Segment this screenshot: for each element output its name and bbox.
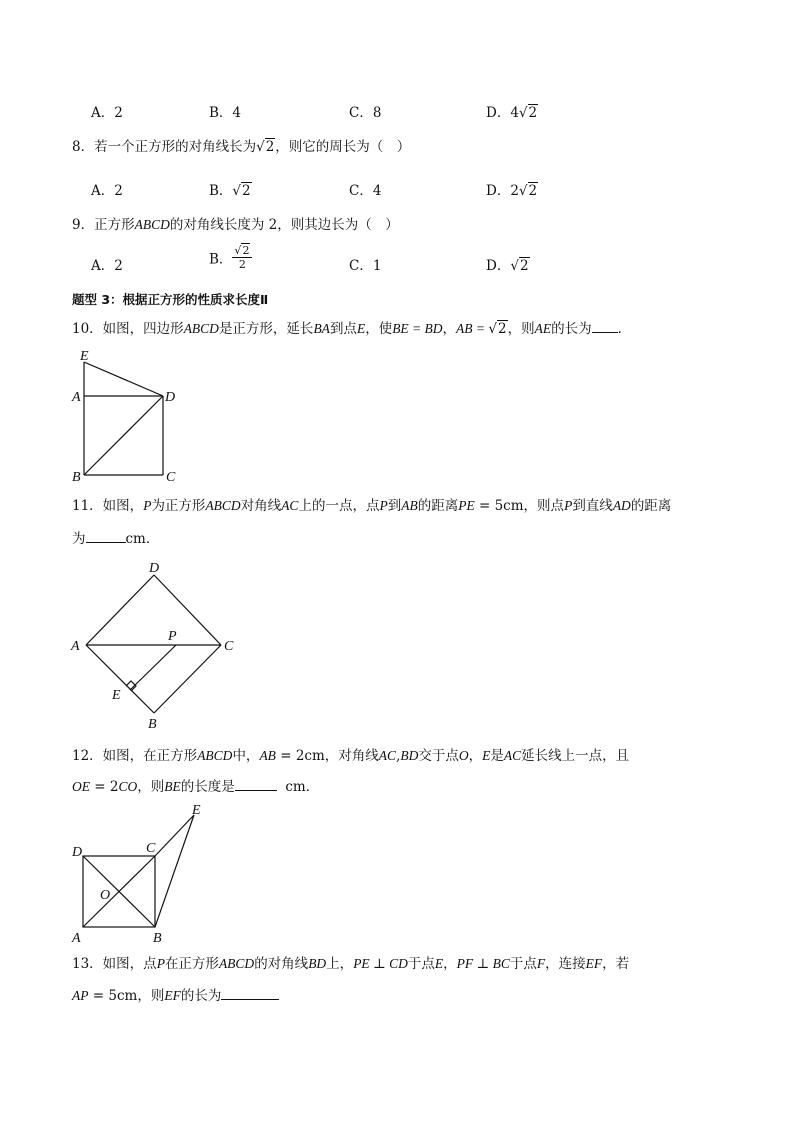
sqrt-symbol: √2: [510, 258, 529, 274]
label-d: D: [149, 561, 160, 576]
label-c: C: [224, 639, 234, 654]
label-b: B: [148, 717, 157, 732]
q8-stem: 8．若一个正方形的对角线长为√2，则它的周长为（ ）: [72, 139, 411, 155]
q9-option-c: C．1: [349, 258, 382, 274]
label-b: B: [153, 931, 162, 946]
q9-option-d: D．√2: [486, 258, 529, 274]
label-c: C: [166, 470, 176, 485]
sqrt-symbol: √2: [256, 139, 275, 155]
q8-option-b: B．√2: [209, 183, 251, 199]
label-d: D: [165, 390, 176, 405]
q10-stem: 10．如图，四边形ABCD是正方形，延长BA到点E，使BE = BD，AB = √2，则AE的长为 ．: [72, 321, 632, 337]
q8-option-d: D．2√2: [486, 183, 538, 199]
sqrt-symbol: √2: [488, 321, 507, 337]
q12-stem-line1: 12．如图，在正方形ABCD中，AB = 2cm，对角线AC,BD交于点O，E是AC延长线上一点，且: [72, 748, 630, 764]
label-a: A: [72, 931, 81, 946]
answer-blank: [221, 998, 279, 1000]
q11-stem-line2: 为 cm．: [72, 531, 160, 547]
label-e: E: [192, 803, 201, 818]
label-a: A: [71, 639, 80, 654]
q13-stem-line1: 13．如图，点P在正方形ABCD的对角线BD上，PE ⊥ CD于点E，PF ⊥ BC于点F，连接EF，若: [72, 956, 630, 972]
sqrt-symbol: √2: [518, 183, 538, 199]
q7-option-b: B．4: [209, 105, 242, 121]
section-heading: 题型 3：根据正方形的性质求长度Ⅱ: [72, 292, 269, 307]
q12-stem-line2: OE = 2CO，则BE的长度是 cm．: [72, 779, 320, 795]
label-c: C: [146, 841, 156, 856]
q12-figure: [66, 798, 216, 948]
answer-blank: [592, 331, 618, 333]
q10-figure: [68, 344, 188, 486]
q11-stem-line1: 11．如图，P为正方形ABCD对角线AC上的一点，点P到AB的距离PE = 5cm，则点P到直线AD的距离: [72, 498, 672, 514]
label-o: O: [100, 888, 111, 903]
q8-option-a: A．2: [91, 183, 123, 199]
label-a: A: [72, 390, 81, 405]
q8-option-c: C．4: [349, 183, 382, 199]
sqrt-symbol: √2: [232, 183, 251, 199]
q9-option-b: B． $\frac{√2}{2}$: [209, 244, 252, 271]
label-e: E: [80, 349, 89, 364]
label-b: B: [72, 470, 81, 485]
q9-option-a: A．2: [91, 258, 123, 274]
answer-blank: [86, 541, 126, 543]
q9-stem: 9．正方形ABCD的对角线长度为 2，则其边长为（ ）: [72, 217, 399, 233]
label-p: P: [168, 629, 177, 644]
answer-blank: [235, 789, 277, 791]
label-d: D: [72, 845, 83, 860]
label-e: E: [112, 688, 121, 703]
sqrt-symbol: √2: [518, 105, 538, 121]
q13-stem-line2: AP = 5cm，则EF的长为: [72, 987, 279, 1005]
fraction: $\frac{√2}{2}$: [232, 244, 252, 271]
q7-option-d: D．4√2: [486, 105, 538, 121]
q7-option-c: C．8: [349, 105, 382, 121]
q11-figure: [68, 558, 246, 734]
q7-option-a: A．2: [91, 105, 123, 121]
